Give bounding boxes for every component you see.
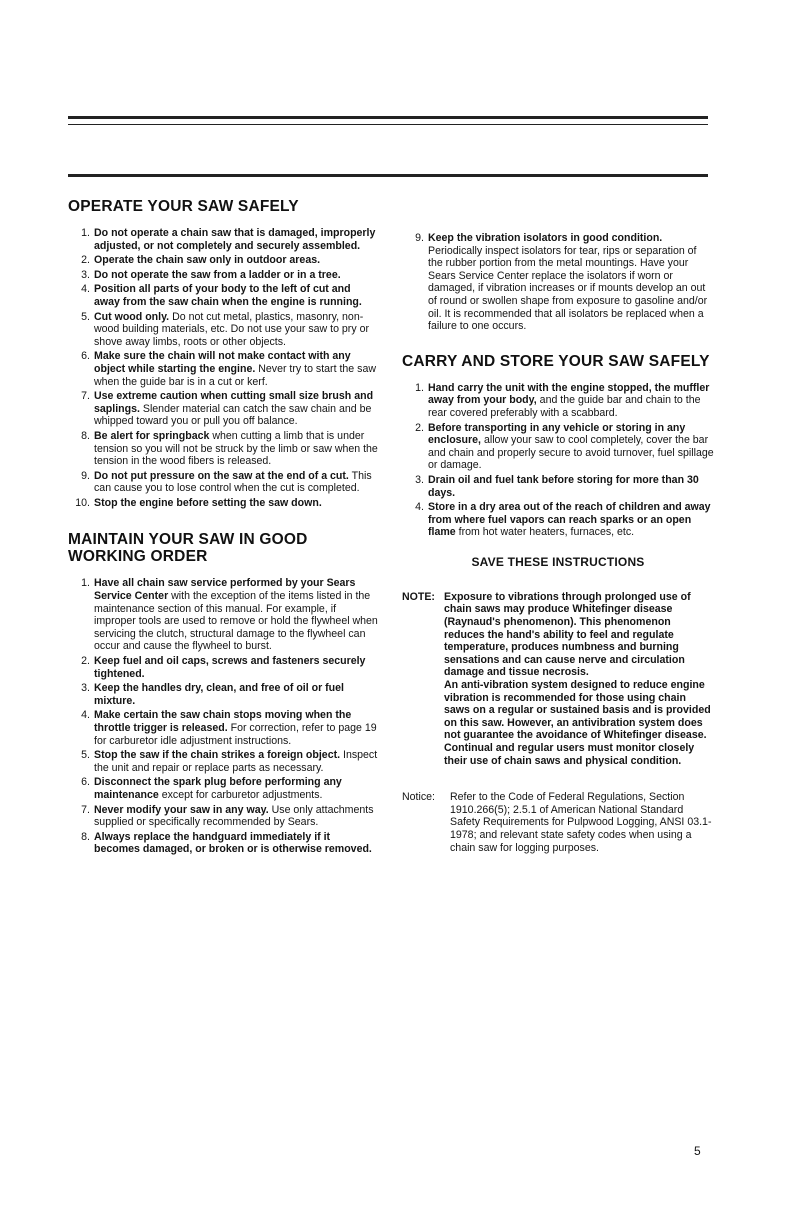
- item-bold-text: Do not operate the saw from a ladder or in a tree.: [94, 268, 341, 281]
- item-number: 1.: [415, 381, 424, 394]
- right-column: [402, 232, 714, 854]
- rule-list: [402, 382, 714, 539]
- item-number: 1.: [81, 577, 90, 590]
- header-rule-mid: [68, 124, 708, 125]
- item-text: For correction, refer to page 19 for carburetor idle adjustment instructions.: [94, 722, 377, 747]
- rule-list: [68, 227, 378, 509]
- list-item: [402, 501, 714, 539]
- item-bold-text: Keep the handles dry, clean, and free of oil or fuel mixture.: [94, 682, 344, 707]
- notice-block: [402, 791, 714, 854]
- item-number: 10.: [75, 496, 90, 509]
- item-bold-text: Keep fuel and oil caps, screws and fasteners securely tightened.: [94, 655, 366, 680]
- note-label: NOTE:: [402, 590, 435, 603]
- list-item: [68, 283, 378, 308]
- list-item: [68, 749, 378, 774]
- item-bold-text: Stop the saw if the chain strikes a foreign object.: [94, 749, 341, 762]
- item-number: 5.: [81, 749, 90, 762]
- list-item: [68, 470, 378, 495]
- item-number: 9.: [415, 232, 424, 244]
- notice-text: Refer to the Code of Federal Regulations, Section 1910.266(5); 2.5.1 of American National Standard Safety Requirements for Pulpwood Logging, ANSI 03.1-1978; and relevant state safety codes when using a chain saw for logging purposes.: [450, 791, 712, 854]
- item-text: Use only attachments supplied or specifically recommended by Sears.: [94, 803, 374, 829]
- item-number: 4.: [415, 501, 424, 514]
- item-bold-text: Use extreme caution when cutting small size brush and saplings.: [94, 390, 374, 415]
- section-title: CARRY AND STORE YOUR SAW SAFELY: [402, 352, 710, 370]
- item-number: 2.: [81, 254, 90, 267]
- item-text: Slender material can catch the saw chain and be whipped toward you or pull you off balance.: [94, 402, 372, 428]
- item-bold-text: Make certain the saw chain stops moving when the throttle trigger is released.: [94, 709, 352, 734]
- item-number: 2.: [415, 421, 424, 434]
- item-number: 2.: [81, 655, 90, 668]
- item-text: from hot water heaters, furnaces, etc.: [458, 526, 635, 539]
- item-number: 6.: [81, 776, 90, 789]
- item-number: 3.: [81, 682, 90, 695]
- list-item: [68, 577, 378, 653]
- list-item: [68, 776, 378, 801]
- item-bold-text: Make sure the chain will not make contact with any object while starting the engine.: [94, 350, 351, 375]
- item-bold-text: Do not operate a chain saw that is damaged, improperly adjusted, or not completely and securely assembled.: [94, 227, 376, 252]
- section-title: OPERATE YOUR SAW SAFELY: [68, 198, 299, 215]
- left-column: [68, 198, 378, 874]
- item-bold-text: Before transporting in any vehicle or storing in any enclosure,: [428, 421, 686, 447]
- list-item: [68, 254, 378, 267]
- item-bold-text: Operate the chain saw only in outdoor areas.: [94, 254, 321, 267]
- item-text: This can cause you to lose control when the cut is completed.: [94, 469, 372, 495]
- page-number: 5: [694, 1144, 701, 1158]
- item-number: 5.: [81, 310, 90, 323]
- section-operate-safely: [68, 198, 378, 509]
- section-maintain-saw: [68, 531, 378, 855]
- header-rule-bottom: [68, 174, 708, 177]
- item-number: 4.: [81, 283, 90, 296]
- item-number: 7.: [81, 803, 90, 816]
- item-bold-text: Never modify your saw in any way.: [94, 803, 269, 816]
- list-item: [402, 422, 714, 472]
- list-item: [68, 804, 378, 829]
- rule-list: [402, 232, 714, 333]
- list-item: [402, 382, 714, 420]
- list-item: [402, 474, 714, 499]
- list-item: [68, 709, 378, 747]
- item-number: 3.: [415, 473, 424, 486]
- list-item: [68, 350, 378, 388]
- item-text: with the exception of the items listed in the maintenance section of this manual. For example, if improper tools are used to remove or hold the flywheel when servicing the clutch, structural damage to the flywheel can occur and cause the flywheel to burst.: [94, 590, 378, 653]
- note-paragraph: An anti-vibration system designed to reduce engine vibration is recommended for those using chain saws on a regular or sustained basis and is provided on this saw. However, an antivibration system does not guarantee the avoidance of Whitefinger disease. Continual and regular users must monitor closely their use of chain saws and physical condition.: [444, 679, 711, 767]
- list-item: [68, 269, 378, 282]
- item-number: 9.: [81, 469, 90, 482]
- header-rule-top: [68, 116, 708, 119]
- list-item: [68, 831, 378, 856]
- list-item: [402, 232, 714, 333]
- list-item: [68, 311, 378, 349]
- item-bold-text: Stop the engine before setting the saw down.: [94, 496, 322, 509]
- section-title: MAINTAIN YOUR SAW IN GOOD WORKING ORDER: [68, 531, 308, 566]
- item-number: 7.: [81, 390, 90, 403]
- item-bold-text: Drain oil and fuel tank before storing for more than 30 days.: [428, 473, 699, 499]
- item-number: 3.: [81, 268, 90, 281]
- item-text: Do not cut metal, plastics, masonry, non-wood building materials, etc. Do not use your saw to pry or shove away limbs, roots or other objects.: [94, 310, 369, 348]
- item-text: when cutting a limb that is under tension so you will not be struck by the limb or saw when the tension in the wood fibers is released.: [94, 429, 378, 468]
- item-bold-text: Disconnect the spark plug before performing any maintenance: [94, 776, 342, 801]
- list-item: [68, 655, 378, 680]
- item-text: Never try to start the saw when the guide bar is in a cut or kerf.: [94, 362, 376, 388]
- item-text: and the guide bar and chain to the rear covered preferably with a scabbard.: [428, 394, 701, 419]
- notice-label: Notice:: [402, 791, 435, 804]
- list-item: [68, 497, 378, 510]
- item-bold-text: Be alert for springback: [94, 429, 210, 442]
- rule-list: [68, 577, 378, 855]
- list-item: [68, 390, 378, 428]
- list-item: [68, 227, 378, 252]
- note-paragraph: Exposure to vibrations through prolonged use of chain saws may produce Whitefinger disease (Raynaud's phenomenon). This phenomenon reduces the hand's ability to feel and regulate temperature, produces numbness and burning sensations and can cause nerve and circulation damage and tissue necrosis.: [444, 590, 691, 679]
- item-bold-text: Store in a dry area out of the reach of children and away from where fuel vapors can reach sparks or an open flame: [428, 501, 711, 539]
- item-number: 8.: [81, 429, 90, 442]
- list-item: [68, 430, 378, 468]
- item-number: 1.: [81, 227, 90, 239]
- item-bold-text: Do not put pressure on the saw at the end of a cut.: [94, 469, 349, 482]
- item-bold-text: Hand carry the unit with the engine stopped, the muffler away from your body,: [428, 381, 710, 407]
- item-text: allow your saw to cool completely, cover the bar and chain and properly secure to avoid turnover, fuel spillage or damage.: [428, 434, 714, 472]
- item-bold-text: Cut wood only.: [94, 310, 170, 323]
- item-text: except for carburetor adjustments.: [161, 788, 323, 801]
- item-number: 8.: [81, 830, 90, 843]
- item-bold-text: Have all chain saw service performed by your Sears Service Center: [94, 577, 356, 603]
- note-block: [402, 591, 714, 767]
- list-item: [68, 682, 378, 707]
- item-text: Inspect the unit and repair or replace parts as necessary.: [94, 749, 378, 774]
- item-number: 4.: [81, 709, 90, 722]
- item-bold-text: Always replace the handguard immediately if it becomes damaged, or broken or is otherwise removed.: [94, 830, 372, 856]
- save-instructions-heading: SAVE THESE INSTRUCTIONS: [471, 554, 645, 569]
- item-text: Periodically inspect isolators for tear, rips or separation of the rubber portion from the metal mountings. Have your Sears Service Center replace the isolators if worn or damaged, if vibration increases or if mounts develop an out of round or swollen shape from exposure to gasoline and/or oil. It is recommended that all isolators be replaced when a failure to one occurs.: [428, 244, 708, 333]
- item-bold-text: Position all parts of your body to the left of cut and away from the saw chain when the engine is running.: [94, 283, 362, 308]
- item-number: 6.: [81, 350, 90, 363]
- item-bold-text: Keep the vibration isolators in good condition.: [428, 232, 663, 244]
